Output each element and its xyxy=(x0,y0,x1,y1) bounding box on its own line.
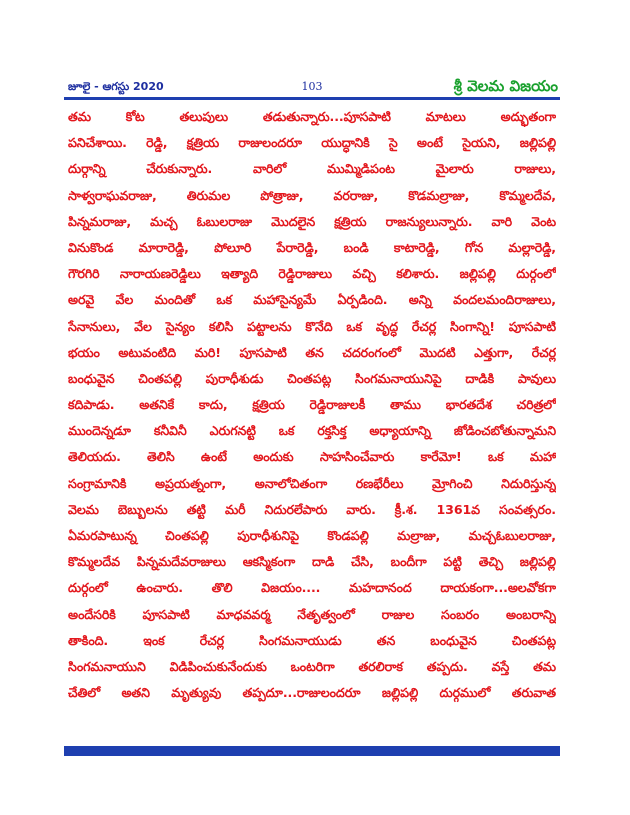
magazine-title: శ్రీ వెలమ విజయం xyxy=(453,77,558,95)
text-line: కొమ్మలదేవ పిన్నమదేవరాజులు ఆకస్మికంగా దాడి చేసి, బందీగా పట్టి తెచ్చి జల్లిపల్లి xyxy=(68,554,556,570)
text-line: దుర్గంలో ఉంచారు. తొలి విజయం.... మహదానంద దాయకంగా...అలవోకగా xyxy=(68,580,556,596)
footer-bar xyxy=(64,746,560,756)
text-line: సాళ్వరాఘవరాజు, తిరుమల పోత్రాజు, వరరాజు, కొడమల్రాజు, కొమ్మలదేవ, xyxy=(68,187,556,203)
text-line: సంగ్రామానికి అప్రయత్నంగా, అనాలోచితంగా రణభేరీలు మ్రోగించి నిదురిస్తున్న xyxy=(68,475,556,491)
text-line: చేతిలో అతని మృత్యువు తప్పదూ...రాజులందరూ జల్లిపల్లి దుర్గములో తరువాత xyxy=(68,685,556,701)
text-line: ముందెన్నడూ కనీవినీ ఎరుగనట్టి ఒక రక్తసిక్త అధ్యాయాన్ని జోడించబోతున్నామని xyxy=(68,423,556,439)
text-line: పనిచేశాయి. రెడ్డి, క్షత్రియ రాజులందరూ యుద్ధానికి సై అంటే సైయని, జల్లిపల్లి xyxy=(68,135,556,151)
text-line: వెలమ బెబ్బులను తట్టి మరీ నిదురలేపారు వారు. క్రీ.శ. 1361వ సంవత్సరం. xyxy=(68,501,556,517)
text-line: వినుకొండ మారారెడ్డి, పోలూరి పేరారెడ్డి, బండి కాటారెడ్డి, గోన మల్లారెడ్డి, xyxy=(68,239,556,255)
article-body xyxy=(68,104,556,706)
page-frame xyxy=(64,76,560,756)
text-line: దుర్గాన్ని చేరుకున్నారు. వారిలో ముమ్మిడిపంట మైలారు రాజులు, xyxy=(68,161,556,177)
text-line: బంధువైన చింతపల్లి పురాధీశుడు చింతపట్ల సింగమనాయునిపై దాడికి పావులు xyxy=(68,370,556,386)
issue-date: జూలై - ఆగస్టు 2020 xyxy=(68,80,164,93)
text-line: అరవై వేల మందితో ఒక మహాసైన్యమే ఏర్పడింది. అన్ని వందలమందిరాజులు, xyxy=(68,292,556,308)
text-line: తాకింది. ఇంక రేచర్ల సింగమనాయుడు తన బంధువైన చింతపట్ల xyxy=(68,632,556,648)
text-line: కదిపాడు. అతనికే కాదు, క్షత్రియ రెడ్డిరాజులకీ తాము భారతదేశ చరిత్రలో xyxy=(68,397,556,413)
text-line: అందేసరికి పూసపాటి మాధవవర్మ నేతృత్వంలో రాజుల సంబరం అంబరాన్ని xyxy=(68,606,556,622)
text-line: భయం అటువంటిది మరి! పూసపాటి తన చదరంగంలో మొదటి ఎత్తుగా, రేచర్ల xyxy=(68,344,556,360)
text-line: తెలియదు. తెలిసి ఉంటే అందుకు సాహసించేవారు కారేమో! ఒక మహా xyxy=(68,449,556,465)
text-line: తమ కోట తలుపులు తడుతున్నారు...పూసపాటి మాటలు అద్భుతంగా xyxy=(68,109,556,124)
text-line: పిన్నమరాజు, మచ్చ ఓబులరాజు మొదలైన క్షత్రియ రాజన్యులున్నారు. వారి వెంట xyxy=(68,213,556,229)
text-line: సేనానులు, వేల సైన్యం కలిసి పట్టాలను కొనేది ఒక వృద్ధ రేచర్ల సింగాన్ని! పూసపాటి xyxy=(68,318,556,334)
page-number: 103 xyxy=(301,80,323,93)
page-header xyxy=(64,76,560,100)
text-line: సింగమనాయుని విడిపించుకునేందుకు ఒంటరిగా తరలిరాక తప్పదు. వస్తే తమ xyxy=(68,658,556,674)
text-line: గౌరగిరి నారాయణరెడ్డిలు ఇత్యాది రెడ్డిరాజులు వచ్చి కలిశారు. జల్లిపల్లి దుర్గంలో xyxy=(68,266,556,282)
text-line: ఏమరపాటున్న చింతపల్లి పురాధీశునిపై కొండపల్లి మల్రాజు, మచ్చఓబులరాజు, xyxy=(68,528,556,543)
